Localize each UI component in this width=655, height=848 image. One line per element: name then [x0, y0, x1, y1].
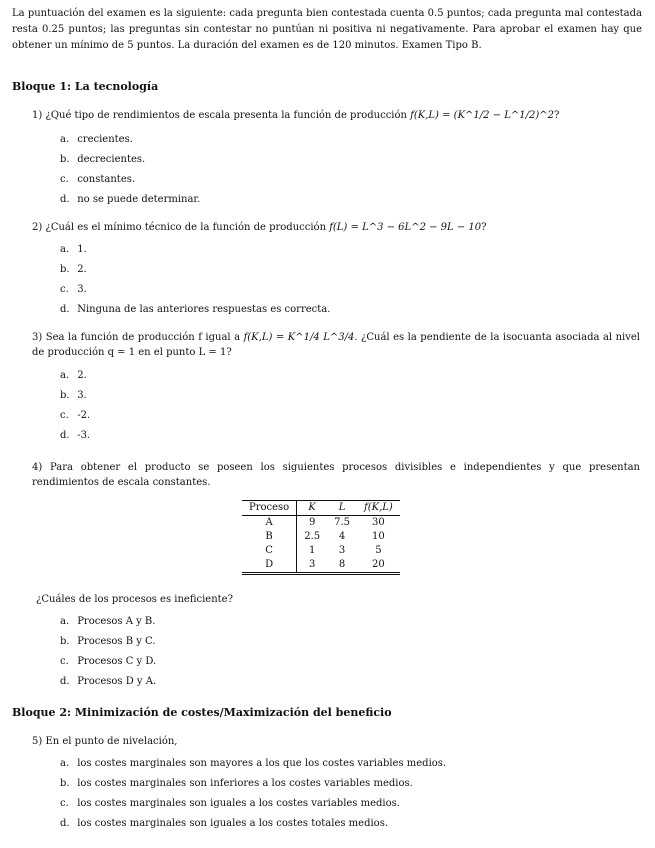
table-cell: B [265, 531, 273, 542]
question-number: 5) [32, 736, 43, 747]
table-cell: D [265, 559, 274, 570]
question-3: 3) Sea la función de producción f igual a f(K,L) = K^1/4 L^3/4. ¿Cuál es la pendiente de la isocuanta asociada al nivel de producción q = 1 en el punto L = 1? [32, 332, 641, 358]
question-5-options [60, 754, 446, 834]
question-4-options [60, 612, 156, 692]
table-row [242, 558, 400, 574]
option: d. -3. [60, 430, 91, 441]
table-cell: 10 [372, 531, 385, 542]
table-cell: 1 [297, 544, 327, 558]
question-2-options [60, 240, 330, 320]
option: a. 2. [60, 370, 87, 381]
table-cell: 5 [375, 545, 382, 556]
option: c. -2. [60, 410, 91, 421]
table-cell: 30 [372, 517, 385, 528]
option: a. Procesos A y B. [60, 616, 156, 627]
question-5 [32, 734, 640, 749]
table-cell: 8 [338, 559, 346, 570]
column-header: K [297, 501, 327, 516]
block-1-title: Bloque 1: La tecnología [12, 80, 159, 93]
process-table [242, 500, 400, 575]
table-cell: A [265, 517, 273, 528]
question-number: 4) [32, 462, 43, 473]
question-1: 1) ¿Qué tipo de rendimientos de escala presenta la función de producción f(K,L) = (K^1/2 − L^1/2)^2? [32, 110, 560, 121]
production-function: f(K,L) = K^1/4 L^3/4 [243, 332, 355, 343]
table-row [242, 544, 400, 558]
column-header: f(K,L) [357, 501, 400, 516]
production-function: f(K,L) = (K^1/2 − L^1/2)^2 [410, 110, 555, 121]
option: c. los costes marginales son iguales a los costes variables medios. [60, 798, 400, 809]
table-cell: 2.5 [297, 530, 327, 544]
block-2-title: Bloque 2: Minimización de costes/Maximización del beneficio [12, 706, 392, 719]
question-number: 2) [32, 222, 43, 233]
question-1-options [60, 130, 200, 210]
column-header: L [327, 501, 357, 516]
option: a. los costes marginales son mayores a los que los costes variables medios. [60, 758, 447, 769]
production-function: f(L) = L^3 − 6L^2 − 9L − 10 [329, 222, 482, 233]
table-cell: 7.5 [334, 517, 351, 528]
question-text: Para obtener el producto se poseen los siguientes procesos divisibles e independientes y que presentan rendimientos de escala constantes. [32, 462, 640, 488]
table-row [242, 516, 400, 531]
option: d. Ninguna de las anteriores respuestas es correcta. [60, 304, 331, 315]
question-number: 3) [32, 332, 43, 343]
table-cell: 9 [297, 516, 327, 531]
question-text: En el punto de nivelación, [45, 736, 178, 747]
question-4-subquestion: ¿Cuáles de los procesos es ineficiente? [36, 594, 233, 605]
option: b. 2. [60, 264, 87, 275]
column-header: Proceso [242, 501, 297, 516]
option: c. 3. [60, 284, 87, 295]
option: c. constantes. [60, 174, 136, 185]
option: d. no se puede determinar. [60, 194, 201, 205]
table-row [242, 530, 400, 544]
option: b. Procesos B y C. [60, 636, 156, 647]
question-text: Sea la función de producción f igual a [45, 332, 244, 343]
table-cell: 4 [338, 531, 346, 542]
question-3-options [60, 366, 90, 446]
option: c. Procesos C y D. [60, 656, 157, 667]
option: d. los costes marginales son iguales a los costes totales medios. [60, 818, 389, 829]
option: b. los costes marginales son inferiores a los costes variables medios. [60, 778, 413, 789]
option: b. 3. [60, 390, 87, 401]
question-number: 1) [32, 110, 43, 121]
question-text: ¿Cuál es el mínimo técnico de la función de producción [45, 222, 330, 233]
table-cell: 3 [338, 545, 346, 556]
table-cell: C [265, 545, 273, 556]
option: d. Procesos D y A. [60, 676, 157, 687]
option: a. 1. [60, 244, 87, 255]
option: b. decrecientes. [60, 154, 146, 165]
table-cell: 3 [297, 558, 327, 574]
question-text: ¿Qué tipo de rendimientos de escala presenta la función de producción [45, 110, 411, 121]
question-2: 2) ¿Cuál es el mínimo técnico de la función de producción f(L) = L^3 − 6L^2 − 9L − 10? [32, 222, 487, 233]
question-4 [32, 460, 640, 490]
table-cell: 20 [372, 559, 385, 570]
exam-instructions: La puntuación del examen es la siguiente: cada pregunta bien contestada cuenta 0.5 puntos; cada pregunta mal contestada resta 0.25 puntos; las preguntas sin contestar no puntúan ni positiva ni negativamente. Para aprobar el examen hay que obtener un mínimo de 5 puntos. La duración del examen es de 120 minutos. Examen Tipo B. [12, 8, 642, 51]
table-header-row [242, 501, 400, 516]
option: a. crecientes. [60, 134, 133, 145]
